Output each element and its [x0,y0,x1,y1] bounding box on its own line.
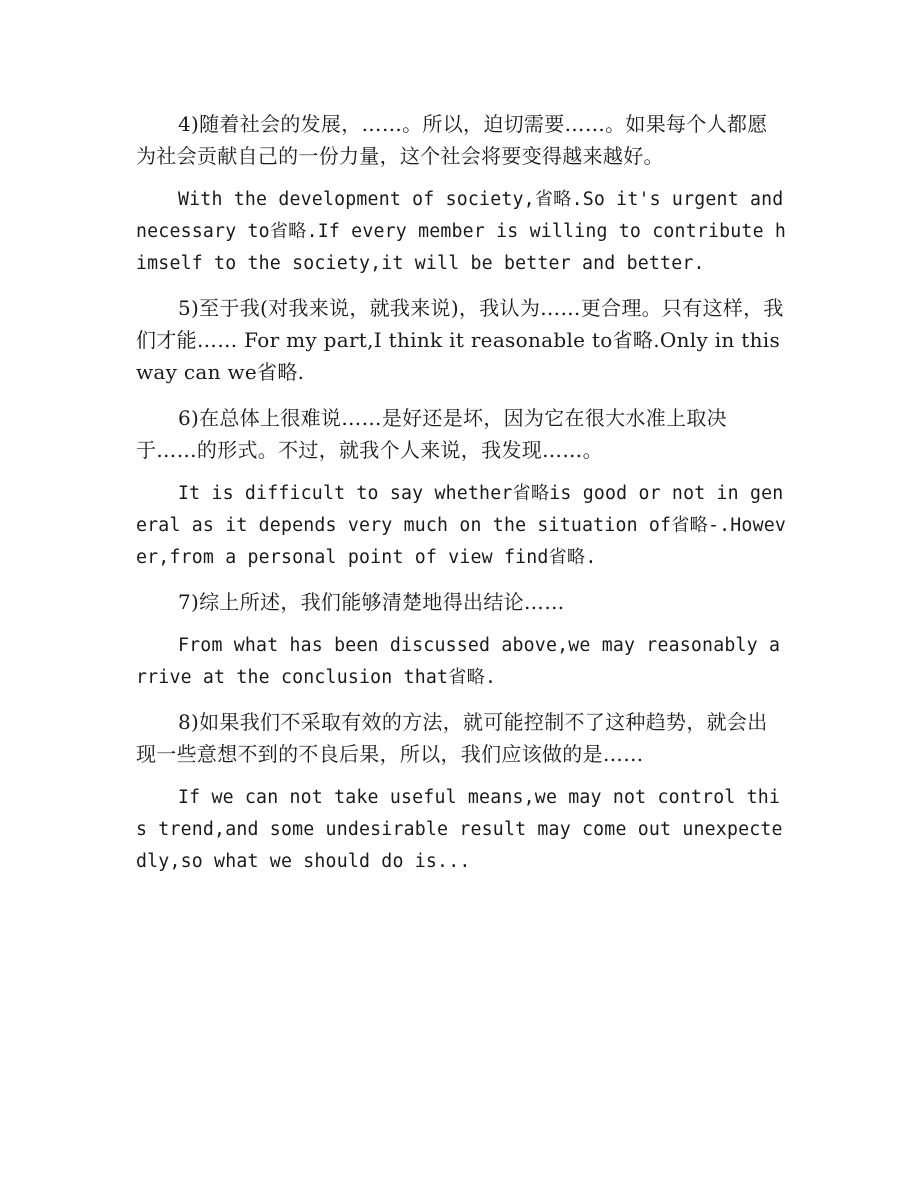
paragraph-5-mixed: 5)至于我(对我来说，就我来说)，我认为……更合理。只有这样，我们才能…… For my part,I think it reasonable to省略.Only in this way can we省略. [136,296,784,384]
paragraph-7-english: From what has been discussed above,we may reasonably arrive at the conclusion that省略. [136,635,781,688]
paragraph-8-english: If we can not take useful means,we may not control this trend,and some undesirable result may come out unexpectedly,so what we should do is... [136,787,783,872]
paragraph-7-chinese: 7)综上所述，我们能够清楚地得出结论…… [178,590,565,614]
paragraph-4-english: With the development of society,省略.So it's urgent and necessary to省略.If every member is willing to contribute himself to the society,it will be better and better. [136,189,787,274]
paragraph-6-chinese: 6)在总体上很难说……是好还是坏，因为它在很大水准上取决于……的形式。不过，就我个人来说，我发现……。 [136,406,727,462]
paragraph-4-chinese: 4)随着社会的发展，……。所以，迫切需要……。如果每个人都愿为社会贡献自己的一份力量，这个社会将要变得越来越好。 [136,112,768,168]
document-page [136,108,786,878]
paragraph-8-chinese: 8)如果我们不采取有效的方法，就可能控制不了这种趋势，就会出现一些意想不到的不良后果，所以，我们应该做的是…… [136,710,768,766]
paragraph-6-english: It is difficult to say whether省略is good or not in general as it depends very much on the situation of省略-.However,from a personal point of view find省略. [136,483,787,568]
